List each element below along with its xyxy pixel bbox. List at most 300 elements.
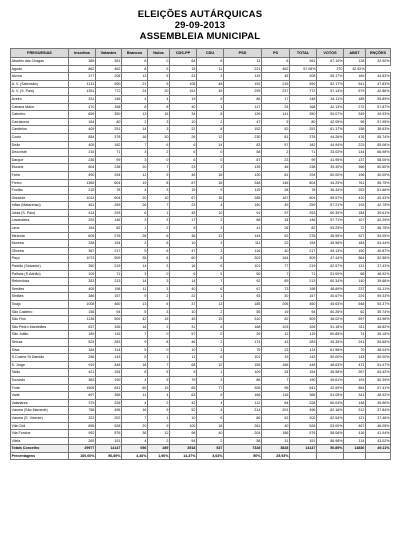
table-cell: 40 [262, 422, 290, 430]
parish-name: Soajo [11, 301, 69, 309]
table-cell: 140 [224, 202, 262, 210]
table-cell: 524 [69, 338, 96, 346]
table-cell: 42.13% [317, 103, 344, 111]
table-cell: 198 [96, 285, 122, 293]
table-cell: 261 [290, 58, 317, 66]
table-cell: 12 [197, 232, 224, 240]
table-cell: 148 [344, 399, 366, 407]
table-cell: 2 [197, 437, 224, 445]
table-cell: 184 [344, 240, 366, 248]
table-cell: 378 [290, 133, 317, 141]
table-cell: 056 [122, 445, 148, 453]
table-cell: 61.96% [317, 346, 344, 354]
table-cell: 1365 [69, 179, 96, 187]
table-cell: 2 [262, 149, 290, 157]
table-row [11, 376, 391, 384]
table-cell: 460 [96, 301, 122, 309]
table-cell: 2 [197, 217, 224, 225]
table-cell: 326 [290, 323, 317, 331]
table-cell: 6 [170, 270, 197, 278]
table-cell: 37.46% [366, 414, 391, 422]
table-cell: 1 [197, 293, 224, 301]
table-cell: 405 [69, 285, 96, 293]
table-cell: 47.44% [317, 255, 344, 263]
parish-name: Vade [11, 392, 69, 400]
table-cell: 350 [96, 111, 122, 119]
table-row [11, 80, 391, 88]
table-cell: 410 [344, 194, 366, 202]
table-cell: 51.05% [317, 392, 344, 400]
table-cell: 13 [122, 301, 148, 309]
results-table [10, 48, 391, 460]
parish-name: Silva [11, 346, 69, 354]
table-cell: 1008 [69, 301, 96, 309]
table-cell: 597 [344, 316, 366, 324]
table-cell: 6 [197, 263, 224, 271]
table-cell: 22 [170, 293, 197, 301]
parish-name: São Pedro Mantelães [11, 323, 69, 331]
table-cell: 67 [224, 285, 262, 293]
table-cell: 74 [344, 331, 366, 339]
table-cell: 60.85% [317, 331, 344, 339]
table-cell: 0 [148, 58, 170, 66]
table-cell: 8 [148, 179, 170, 187]
table-cell: 541 [344, 80, 366, 88]
table-cell: 8 [148, 103, 170, 111]
table-cell: 862 [69, 65, 96, 73]
table-cell: 43 [262, 338, 290, 346]
table-row [11, 331, 391, 339]
table-cell: 448 [290, 361, 317, 369]
table-cell: 151 [96, 437, 122, 445]
table-row [11, 225, 391, 233]
table-cell: 40 [262, 247, 290, 255]
table-cell: 350 [290, 111, 317, 119]
table-row [11, 58, 391, 66]
table-cell: 24 [122, 88, 148, 96]
table-cell: 7 [148, 361, 170, 369]
table-cell: 208 [96, 73, 122, 81]
table-cell: 4 [148, 95, 170, 103]
table-cell: 158 [344, 126, 366, 134]
table-cell: 63.42% [366, 369, 391, 377]
table-cell: 0 [197, 331, 224, 339]
table-row [11, 392, 391, 400]
table-cell: 24 [262, 369, 290, 377]
parish-name: Vila Chã [11, 422, 69, 430]
table-cell: 10 [170, 346, 197, 354]
table-cell: 101 [224, 354, 262, 362]
table-cell: 50.39% [366, 376, 391, 384]
parish-name: Várzea (S. Vicente) [11, 414, 69, 422]
table-cell: 895 [69, 422, 96, 430]
table-cell: 36 [170, 232, 197, 240]
parish-name: S. Jorge [11, 361, 69, 369]
table-cell: 58 [224, 149, 262, 157]
table-cell: 7 [148, 202, 170, 210]
table-cell: 151 [170, 88, 197, 96]
table-cell: 9 [148, 376, 170, 384]
table-cell: 45 [197, 88, 224, 96]
table-cell: 285 [224, 194, 262, 202]
table-cell: 253 [69, 217, 96, 225]
report-subtitle: ASSEMBLEIA MUNICIPAL [139, 31, 261, 42]
table-cell: 2 [197, 118, 224, 126]
table-row [11, 316, 391, 324]
table-cell: 15 [170, 187, 197, 195]
table-cell [317, 452, 344, 460]
table-cell: 193 [344, 202, 366, 210]
table-cell: 3518 [170, 445, 197, 453]
parish-name: Deão [11, 141, 69, 149]
totals-row [11, 445, 391, 453]
table-cell: 12 [148, 430, 170, 438]
table-row [11, 111, 391, 119]
table-cell: 144 [224, 232, 262, 240]
table-cell: 116 [224, 247, 262, 255]
table-cell: 4 [122, 399, 148, 407]
table-cell: 3 [148, 285, 170, 293]
table-cell: 379 [69, 399, 96, 407]
table-cell: 116 [262, 392, 290, 400]
table-cell: 115 [96, 331, 122, 339]
parish-name: Trute [11, 384, 69, 392]
table-cell: 0 [197, 149, 224, 157]
parish-name: Cabreiro [11, 111, 69, 119]
table-cell: 87 [170, 179, 197, 187]
table-row [11, 95, 391, 103]
table-cell: 131 [344, 263, 366, 271]
table-cell: 267 [344, 369, 366, 377]
table-cell: 12 [122, 171, 148, 179]
table-cell: 57.95% [366, 118, 391, 126]
table-cell: 460 [290, 301, 317, 309]
table-cell: 39.15% [366, 331, 391, 339]
table-cell: 53.98% [366, 316, 391, 324]
parish-name: Oliveira [11, 247, 69, 255]
table-cell [366, 452, 391, 460]
table-cell: 6 [170, 149, 197, 157]
table-cell: 152 [224, 126, 262, 134]
table-cell: 81 [262, 133, 290, 141]
table-cell: 9 [148, 407, 170, 415]
table-cell: 81 [262, 171, 290, 179]
table-cell: 4 [122, 95, 148, 103]
table-cell: 146 [290, 217, 317, 225]
table-cell: 184 [344, 209, 366, 217]
table-cell: 80 [96, 118, 122, 126]
table-cell: 68 [224, 217, 262, 225]
table-cell: 409 [69, 126, 96, 134]
table-cell: 8 [197, 111, 224, 119]
table-cell: 283 [96, 338, 122, 346]
table-cell: 219 [290, 263, 317, 271]
table-cell: 29977 [69, 445, 96, 453]
table-cell: 462 [262, 65, 290, 73]
table-cell: 3 [122, 156, 148, 164]
table-cell: 60 [122, 384, 148, 392]
table-cell: 44.26% [317, 133, 344, 141]
table-cell: 61.66% [366, 187, 391, 195]
table-cell: 154 [69, 225, 96, 233]
table-cell: 157 [96, 293, 122, 301]
column-header: VOTOS [317, 49, 344, 58]
table-cell: 46 [262, 164, 290, 172]
table-cell: 353 [69, 278, 96, 286]
table-cell: 758 [69, 407, 96, 415]
table-cell: 45 [170, 316, 197, 324]
table-cell: 71 [96, 270, 122, 278]
table-cell: 57.71% [317, 217, 344, 225]
table-cell: 53.00% [317, 422, 344, 430]
table-cell: 1 [148, 354, 170, 362]
table-cell: 4 [122, 437, 148, 445]
table-row [11, 270, 391, 278]
table-cell: 6 [148, 232, 170, 240]
column-header: ABST [344, 49, 366, 58]
table-cell: 139 [224, 164, 262, 172]
column-header: Nulos [148, 49, 170, 58]
table-cell: 992 [69, 430, 96, 438]
table-row [11, 323, 391, 331]
table-cell: 150 [344, 247, 366, 255]
table-cell: 95 [262, 384, 290, 392]
table-cell: 1136 [69, 316, 96, 324]
table-cell: 451 [69, 202, 96, 210]
table-cell: 36.34% [317, 187, 344, 195]
table-cell: 5 [148, 65, 170, 73]
table-cell: 139 [224, 111, 262, 119]
table-cell: 146 [96, 217, 122, 225]
table-cell: 229 [344, 293, 366, 301]
table-cell: 23 [262, 156, 290, 164]
parish-name: Paço [11, 255, 69, 263]
table-cell: 3 [197, 240, 224, 248]
table-cell: 46 [170, 171, 197, 179]
table-cell: 114 [290, 346, 317, 354]
table-cell: 50,89% [96, 452, 122, 460]
table-cell: 10 [197, 209, 224, 217]
table-cell: 8 [197, 58, 224, 66]
table-cell: 16 [197, 171, 224, 179]
table-cell: 19 [262, 354, 290, 362]
table-cell: 26 [122, 202, 148, 210]
table-cell: 237 [262, 88, 290, 96]
table-cell: 44.94% [317, 141, 344, 149]
table-cell: 3 [148, 118, 170, 126]
table-cell: 26 [262, 225, 290, 233]
parish-name: Taião [11, 369, 69, 377]
table-cell: 10 [170, 308, 197, 316]
table-cell: 7 [122, 331, 148, 339]
table-cell: 50.07% [317, 111, 344, 119]
table-cell: 58 [224, 437, 262, 445]
table-cell: 39.96% [366, 399, 391, 407]
table-cell: 3,64% [197, 452, 224, 460]
table-cell: 3 [148, 308, 170, 316]
table-cell: 202 [96, 414, 122, 422]
table-cell: 49 [262, 202, 290, 210]
table-cell: 146 [290, 95, 317, 103]
table-row [11, 232, 391, 240]
table-cell: 8 [122, 103, 148, 111]
table-row [11, 126, 391, 134]
parish-name: Escariz [11, 164, 69, 172]
table-row [11, 293, 391, 301]
table-cell: 94 [290, 308, 317, 316]
table-cell: 61.37% [317, 126, 344, 134]
table-cell: 34 [262, 217, 290, 225]
table-row [11, 346, 391, 354]
parish-name: Palhais (S.Adrião) [11, 270, 69, 278]
table-cell: 1 [197, 103, 224, 111]
table-cell: 590 [96, 80, 122, 88]
table-cell: 182 [290, 141, 317, 149]
parish-name: São Caldeiro [11, 308, 69, 316]
parish-name: Couto [11, 133, 69, 141]
table-cell: 378 [96, 133, 122, 141]
table-row [11, 278, 391, 286]
table-cell: 154 [290, 240, 317, 248]
table-row [11, 164, 391, 172]
table-cell: 1 [197, 346, 224, 354]
table-cell: 35 [197, 194, 224, 202]
table-cell: 310 [224, 316, 262, 324]
parish-name: Vilela [11, 437, 69, 445]
report-title: ELEIÇÕES AUTÁRQUICAS [137, 9, 263, 20]
table-cell: 34 [170, 111, 197, 119]
table-cell: 64 [262, 399, 290, 407]
table-cell: 99 [290, 156, 317, 164]
table-cell: 341 [344, 392, 366, 400]
table-cell: 377 [69, 73, 96, 81]
table-cell: 0 [148, 270, 170, 278]
table-cell: 14 [122, 126, 148, 134]
parish-name: Faria [11, 171, 69, 179]
table-cell: 16 [122, 323, 148, 331]
parish-name: Jolda (S. Paio) [11, 209, 69, 217]
table-cell: 18 [122, 361, 148, 369]
table-cell: 60.26% [317, 308, 344, 316]
table-cell: 509 [290, 255, 317, 263]
table-row [11, 194, 391, 202]
table-cell: 311 [344, 323, 366, 331]
parish-name: S.Cosme St Damião [11, 354, 69, 362]
table-cell: 54.05% [366, 232, 391, 240]
table-row [11, 171, 391, 179]
table-cell: 35 [122, 255, 148, 263]
table-cell: 91 [224, 209, 262, 217]
table-cell: 11 [197, 65, 224, 73]
table-cell: 50% [224, 452, 262, 460]
table-cell: 48.92% [366, 392, 391, 400]
table-cell: 82 [96, 225, 122, 233]
table-cell: 383 [69, 376, 96, 384]
table-cell: 2 [148, 149, 170, 157]
table-cell: 228 [290, 399, 317, 407]
table-cell: 286 [69, 354, 96, 362]
table-cell: 109 [224, 369, 262, 377]
table-cell: 59.33% [366, 293, 391, 301]
table-cell: 121 [344, 414, 366, 422]
table-cell: 22 [262, 240, 290, 248]
table-cell: 8 [122, 65, 148, 73]
column-header: FREGUESIAS [11, 49, 69, 58]
table-cell: 143 [344, 354, 366, 362]
table-cell: 237 [344, 285, 366, 293]
table-cell: 327 [344, 232, 366, 240]
parish-name: Freixo [11, 179, 69, 187]
table-cell: 33.02% [317, 149, 344, 157]
table-cell: 57.41% [366, 384, 391, 392]
table-cell: 23 [262, 346, 290, 354]
table-cell: 168 [96, 103, 122, 111]
table-cell: 50.00% [317, 354, 344, 362]
table-row [11, 263, 391, 271]
table-cell: 48.82% [366, 323, 391, 331]
table-cell: 40 [197, 430, 224, 438]
parish-name: Sinfães [11, 293, 69, 301]
table-cell: 5 [148, 73, 170, 81]
table-cell: 109 [69, 270, 96, 278]
table-cell: 62.57% [317, 263, 344, 271]
table-cell: 67.10% [317, 58, 344, 66]
table-cell: 579 [344, 88, 366, 96]
table-cell: 8 [122, 58, 148, 66]
table-cell: 42.92% [344, 65, 366, 73]
table-cell: 294 [290, 171, 317, 179]
table-cell: 72 [344, 225, 366, 233]
table-cell: 40.43% [366, 194, 391, 202]
parish-name: Gondufe [11, 194, 69, 202]
table-cell: 0 [148, 331, 170, 339]
table-cell: 62 [344, 308, 366, 316]
table-cell: 36 [122, 430, 148, 438]
table-cell: 6 [262, 58, 290, 66]
table-row [11, 301, 391, 309]
table-cell: 289 [148, 445, 170, 453]
table-cell: 2 [122, 118, 148, 126]
table-cell: 3828 [262, 445, 290, 453]
parish-name: Padrão (Salvador) [11, 263, 69, 271]
table-cell: 174 [224, 338, 262, 346]
table-row [11, 285, 391, 293]
table-cell: 4 [122, 376, 148, 384]
table-cell: 206 [262, 301, 290, 309]
table-cell: 10 [148, 133, 170, 141]
table-cell: 213 [290, 278, 317, 286]
table-cell: 117 [224, 103, 262, 111]
table-cell: 186 [262, 430, 290, 438]
table-cell: 12 [197, 361, 224, 369]
table-cell: 44.83% [366, 73, 391, 81]
table-cell: 405 [69, 141, 96, 149]
table-cell: 772 [290, 88, 317, 96]
table-cell: 10 [148, 194, 170, 202]
table-cell: 367 [69, 247, 96, 255]
table-cell: 605 [69, 232, 96, 240]
table-cell: 192 [224, 80, 262, 88]
table-cell: 548 [344, 301, 366, 309]
table-cell: 44.11% [317, 95, 344, 103]
table-cell: 604 [96, 179, 122, 187]
table-cell: 5 [197, 270, 224, 278]
table-cell: 52 [262, 126, 290, 134]
table-cell: 55.74% [366, 133, 391, 141]
table-row [11, 217, 391, 225]
table-cell: 42.29% [366, 217, 391, 225]
table-cell: 864 [344, 384, 366, 392]
